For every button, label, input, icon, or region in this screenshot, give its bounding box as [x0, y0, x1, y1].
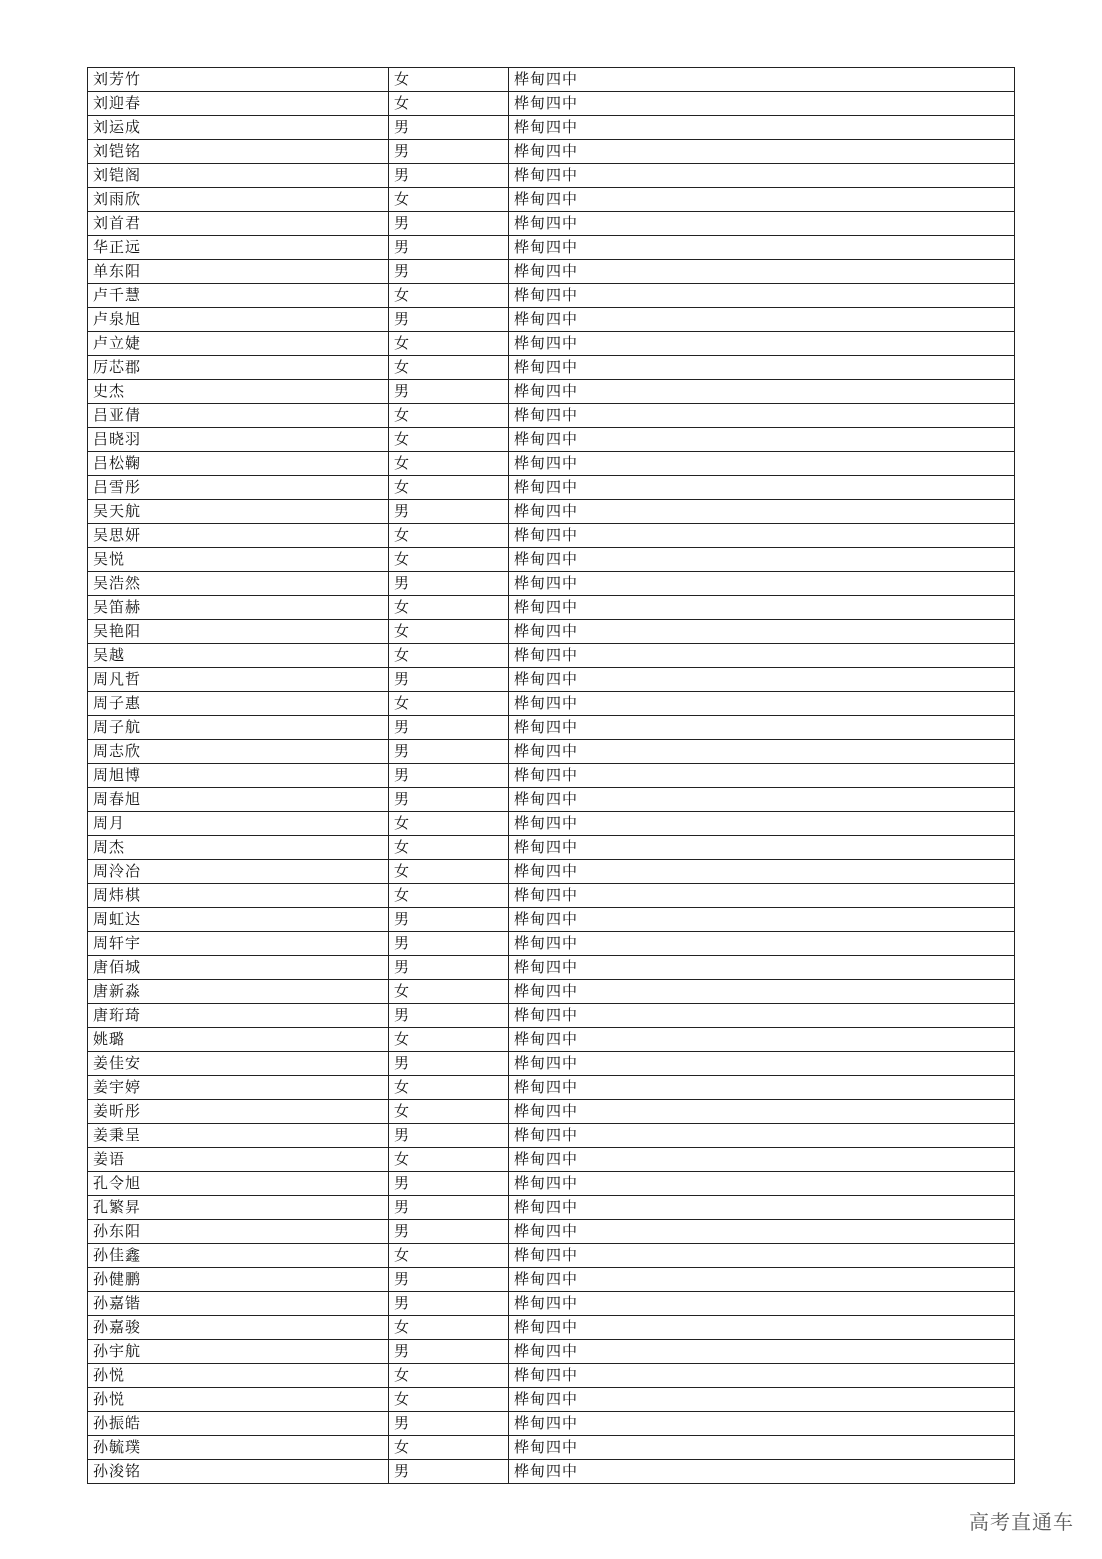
table-row — [88, 788, 1015, 812]
student-name-cell: 厉芯郡 — [88, 356, 389, 380]
gender-cell: 女 — [389, 1100, 509, 1124]
school-cell: 桦甸四中 — [509, 1052, 1015, 1076]
gender-cell: 男 — [389, 1172, 509, 1196]
table-row — [88, 164, 1015, 188]
student-name-cell: 吴思妍 — [88, 524, 389, 548]
gender-cell: 男 — [389, 908, 509, 932]
gender-cell: 女 — [389, 68, 509, 92]
school-cell: 桦甸四中 — [509, 1460, 1015, 1484]
student-name-cell: 华正远 — [88, 236, 389, 260]
student-name-cell: 周泠冶 — [88, 860, 389, 884]
student-name-cell: 周志欣 — [88, 740, 389, 764]
school-cell: 桦甸四中 — [509, 1292, 1015, 1316]
student-name-cell: 姜宇婷 — [88, 1076, 389, 1100]
student-name-cell: 周轩宇 — [88, 932, 389, 956]
student-name-cell: 卢千慧 — [88, 284, 389, 308]
table-row — [88, 476, 1015, 500]
table-row — [88, 644, 1015, 668]
gender-cell: 女 — [389, 836, 509, 860]
student-name-cell: 孙嘉骏 — [88, 1316, 389, 1340]
gender-cell: 女 — [389, 692, 509, 716]
student-name-cell: 周虹达 — [88, 908, 389, 932]
table-row — [88, 596, 1015, 620]
student-name-cell: 孙悦 — [88, 1388, 389, 1412]
table-row — [88, 308, 1015, 332]
table-row — [88, 356, 1015, 380]
table-row — [88, 236, 1015, 260]
table-row — [88, 1148, 1015, 1172]
gender-cell: 男 — [389, 1268, 509, 1292]
table-row — [88, 692, 1015, 716]
school-cell: 桦甸四中 — [509, 836, 1015, 860]
gender-cell: 男 — [389, 500, 509, 524]
table-row — [88, 260, 1015, 284]
school-cell: 桦甸四中 — [509, 764, 1015, 788]
table-row — [88, 1412, 1015, 1436]
school-cell: 桦甸四中 — [509, 668, 1015, 692]
table-row — [88, 1028, 1015, 1052]
gender-cell: 男 — [389, 1004, 509, 1028]
school-cell: 桦甸四中 — [509, 92, 1015, 116]
student-name-cell: 唐佰城 — [88, 956, 389, 980]
school-cell: 桦甸四中 — [509, 380, 1015, 404]
student-name-cell: 孙健鹏 — [88, 1268, 389, 1292]
student-name-cell: 孙嘉锴 — [88, 1292, 389, 1316]
gender-cell: 女 — [389, 548, 509, 572]
student-name-cell: 周月 — [88, 812, 389, 836]
gender-cell: 女 — [389, 596, 509, 620]
student-name-cell: 孔令旭 — [88, 1172, 389, 1196]
table-row — [88, 1292, 1015, 1316]
gender-cell: 男 — [389, 116, 509, 140]
student-name-cell: 周炜棋 — [88, 884, 389, 908]
school-cell: 桦甸四中 — [509, 956, 1015, 980]
gender-cell: 女 — [389, 812, 509, 836]
student-name-cell: 吴越 — [88, 644, 389, 668]
student-name-cell: 刘迎春 — [88, 92, 389, 116]
student-name-cell: 刘芳竹 — [88, 68, 389, 92]
school-cell: 桦甸四中 — [509, 1220, 1015, 1244]
table-row — [88, 1460, 1015, 1484]
school-cell: 桦甸四中 — [509, 548, 1015, 572]
table-row — [88, 884, 1015, 908]
school-cell: 桦甸四中 — [509, 452, 1015, 476]
gender-cell: 男 — [389, 212, 509, 236]
table-row — [88, 860, 1015, 884]
gender-cell: 女 — [389, 884, 509, 908]
school-cell: 桦甸四中 — [509, 212, 1015, 236]
school-cell: 桦甸四中 — [509, 524, 1015, 548]
gender-cell: 女 — [389, 1388, 509, 1412]
gender-cell: 女 — [389, 1436, 509, 1460]
student-name-cell: 孙佳鑫 — [88, 1244, 389, 1268]
table-row — [88, 980, 1015, 1004]
table-row — [88, 380, 1015, 404]
gender-cell: 女 — [389, 1028, 509, 1052]
school-cell: 桦甸四中 — [509, 1148, 1015, 1172]
school-cell: 桦甸四中 — [509, 1388, 1015, 1412]
table-row — [88, 836, 1015, 860]
school-cell: 桦甸四中 — [509, 260, 1015, 284]
table-row — [88, 1316, 1015, 1340]
school-cell: 桦甸四中 — [509, 1364, 1015, 1388]
table-row — [88, 1172, 1015, 1196]
school-cell: 桦甸四中 — [509, 1340, 1015, 1364]
student-name-cell: 孙浚铭 — [88, 1460, 389, 1484]
school-cell: 桦甸四中 — [509, 500, 1015, 524]
table-row — [88, 1436, 1015, 1460]
student-name-cell: 孙东阳 — [88, 1220, 389, 1244]
student-name-cell: 姜语 — [88, 1148, 389, 1172]
student-name-cell: 卢立婕 — [88, 332, 389, 356]
table-row — [88, 332, 1015, 356]
table-row — [88, 1244, 1015, 1268]
student-name-cell: 孙悦 — [88, 1364, 389, 1388]
student-name-cell: 吕亚倩 — [88, 404, 389, 428]
student-roster-table — [87, 67, 1015, 1484]
school-cell: 桦甸四中 — [509, 1004, 1015, 1028]
student-name-cell: 周旭博 — [88, 764, 389, 788]
student-name-cell: 刘铠阁 — [88, 164, 389, 188]
gender-cell: 男 — [389, 668, 509, 692]
school-cell: 桦甸四中 — [509, 716, 1015, 740]
table-row — [88, 140, 1015, 164]
student-name-cell: 周杰 — [88, 836, 389, 860]
school-cell: 桦甸四中 — [509, 164, 1015, 188]
school-cell: 桦甸四中 — [509, 404, 1015, 428]
student-name-cell: 吴悦 — [88, 548, 389, 572]
table-row — [88, 812, 1015, 836]
student-name-cell: 姜佳安 — [88, 1052, 389, 1076]
table-row — [88, 404, 1015, 428]
table-row — [88, 524, 1015, 548]
gender-cell: 女 — [389, 1316, 509, 1340]
gender-cell: 女 — [389, 524, 509, 548]
student-name-cell: 卢泉旭 — [88, 308, 389, 332]
school-cell: 桦甸四中 — [509, 788, 1015, 812]
table-row — [88, 92, 1015, 116]
table-row — [88, 1004, 1015, 1028]
table-row — [88, 1076, 1015, 1100]
table-row — [88, 1052, 1015, 1076]
school-cell: 桦甸四中 — [509, 1196, 1015, 1220]
gender-cell: 女 — [389, 620, 509, 644]
gender-cell: 女 — [389, 284, 509, 308]
gender-cell: 女 — [389, 644, 509, 668]
table-row — [88, 908, 1015, 932]
gender-cell: 女 — [389, 1148, 509, 1172]
table-row — [88, 1196, 1015, 1220]
table-row — [88, 740, 1015, 764]
school-cell: 桦甸四中 — [509, 1436, 1015, 1460]
student-name-cell: 吕松鞠 — [88, 452, 389, 476]
gender-cell: 女 — [389, 356, 509, 380]
gender-cell: 女 — [389, 1244, 509, 1268]
table-row — [88, 764, 1015, 788]
gender-cell: 男 — [389, 1292, 509, 1316]
gender-cell: 男 — [389, 956, 509, 980]
gender-cell: 男 — [389, 1052, 509, 1076]
gender-cell: 女 — [389, 476, 509, 500]
gender-cell: 男 — [389, 260, 509, 284]
student-name-cell: 周子航 — [88, 716, 389, 740]
student-name-cell: 吴艳阳 — [88, 620, 389, 644]
gender-cell: 女 — [389, 980, 509, 1004]
table-row — [88, 716, 1015, 740]
school-cell: 桦甸四中 — [509, 68, 1015, 92]
gender-cell: 男 — [389, 764, 509, 788]
school-cell: 桦甸四中 — [509, 1412, 1015, 1436]
table-row — [88, 932, 1015, 956]
gender-cell: 男 — [389, 140, 509, 164]
gender-cell: 男 — [389, 740, 509, 764]
table-row — [88, 212, 1015, 236]
school-cell: 桦甸四中 — [509, 1076, 1015, 1100]
student-name-cell: 吕雪彤 — [88, 476, 389, 500]
table-row — [88, 1124, 1015, 1148]
gender-cell: 女 — [389, 1076, 509, 1100]
student-name-cell: 吴天航 — [88, 500, 389, 524]
school-cell: 桦甸四中 — [509, 1172, 1015, 1196]
school-cell: 桦甸四中 — [509, 812, 1015, 836]
roster-body — [88, 68, 1015, 1484]
table-row — [88, 572, 1015, 596]
student-name-cell: 单东阳 — [88, 260, 389, 284]
school-cell: 桦甸四中 — [509, 284, 1015, 308]
table-row — [88, 68, 1015, 92]
school-cell: 桦甸四中 — [509, 1268, 1015, 1292]
table-row — [88, 500, 1015, 524]
school-cell: 桦甸四中 — [509, 140, 1015, 164]
gender-cell: 女 — [389, 332, 509, 356]
gender-cell: 男 — [389, 788, 509, 812]
table-row — [88, 1364, 1015, 1388]
gender-cell: 男 — [389, 716, 509, 740]
school-cell: 桦甸四中 — [509, 308, 1015, 332]
school-cell: 桦甸四中 — [509, 236, 1015, 260]
student-name-cell: 姜昕彤 — [88, 1100, 389, 1124]
student-name-cell: 吴浩然 — [88, 572, 389, 596]
school-cell: 桦甸四中 — [509, 332, 1015, 356]
gender-cell: 男 — [389, 1412, 509, 1436]
school-cell: 桦甸四中 — [509, 188, 1015, 212]
school-cell: 桦甸四中 — [509, 692, 1015, 716]
table-row — [88, 548, 1015, 572]
gender-cell: 男 — [389, 308, 509, 332]
school-cell: 桦甸四中 — [509, 1316, 1015, 1340]
student-name-cell: 唐珩琦 — [88, 1004, 389, 1028]
gender-cell: 女 — [389, 404, 509, 428]
table-row — [88, 1268, 1015, 1292]
school-cell: 桦甸四中 — [509, 1100, 1015, 1124]
school-cell: 桦甸四中 — [509, 860, 1015, 884]
gender-cell: 男 — [389, 1124, 509, 1148]
student-name-cell: 孙毓璞 — [88, 1436, 389, 1460]
gender-cell: 男 — [389, 1460, 509, 1484]
school-cell: 桦甸四中 — [509, 644, 1015, 668]
table-row — [88, 284, 1015, 308]
school-cell: 桦甸四中 — [509, 596, 1015, 620]
watermark-text: 高考直通车 — [969, 1510, 1074, 1534]
table-row — [88, 668, 1015, 692]
gender-cell: 男 — [389, 164, 509, 188]
school-cell: 桦甸四中 — [509, 740, 1015, 764]
gender-cell: 女 — [389, 1364, 509, 1388]
school-cell: 桦甸四中 — [509, 428, 1015, 452]
student-name-cell: 孔繁昇 — [88, 1196, 389, 1220]
gender-cell: 女 — [389, 452, 509, 476]
table-row — [88, 116, 1015, 140]
student-name-cell: 刘雨欣 — [88, 188, 389, 212]
gender-cell: 男 — [389, 380, 509, 404]
gender-cell: 男 — [389, 932, 509, 956]
student-name-cell: 刘铠铭 — [88, 140, 389, 164]
gender-cell: 男 — [389, 572, 509, 596]
table-row — [88, 1388, 1015, 1412]
student-name-cell: 周凡哲 — [88, 668, 389, 692]
school-cell: 桦甸四中 — [509, 620, 1015, 644]
school-cell: 桦甸四中 — [509, 908, 1015, 932]
student-name-cell: 史杰 — [88, 380, 389, 404]
school-cell: 桦甸四中 — [509, 572, 1015, 596]
gender-cell: 女 — [389, 188, 509, 212]
gender-cell: 男 — [389, 1220, 509, 1244]
table-row — [88, 1340, 1015, 1364]
student-name-cell: 孙宇航 — [88, 1340, 389, 1364]
table-row — [88, 956, 1015, 980]
table-row — [88, 452, 1015, 476]
student-name-cell: 姚璐 — [88, 1028, 389, 1052]
school-cell: 桦甸四中 — [509, 1124, 1015, 1148]
student-name-cell: 唐新淼 — [88, 980, 389, 1004]
school-cell: 桦甸四中 — [509, 356, 1015, 380]
student-name-cell: 周子惠 — [88, 692, 389, 716]
school-cell: 桦甸四中 — [509, 884, 1015, 908]
table-row — [88, 428, 1015, 452]
gender-cell: 男 — [389, 1196, 509, 1220]
gender-cell: 女 — [389, 428, 509, 452]
table-row — [88, 188, 1015, 212]
school-cell: 桦甸四中 — [509, 1244, 1015, 1268]
school-cell: 桦甸四中 — [509, 932, 1015, 956]
school-cell: 桦甸四中 — [509, 116, 1015, 140]
school-cell: 桦甸四中 — [509, 980, 1015, 1004]
table-row — [88, 1220, 1015, 1244]
gender-cell: 女 — [389, 860, 509, 884]
gender-cell: 男 — [389, 236, 509, 260]
student-name-cell: 周春旭 — [88, 788, 389, 812]
student-name-cell: 刘首君 — [88, 212, 389, 236]
gender-cell: 男 — [389, 1340, 509, 1364]
school-cell: 桦甸四中 — [509, 1028, 1015, 1052]
student-name-cell: 刘运成 — [88, 116, 389, 140]
student-name-cell: 孙振皓 — [88, 1412, 389, 1436]
school-cell: 桦甸四中 — [509, 476, 1015, 500]
student-name-cell: 姜秉呈 — [88, 1124, 389, 1148]
gender-cell: 女 — [389, 92, 509, 116]
table-row — [88, 620, 1015, 644]
student-name-cell: 吴笛赫 — [88, 596, 389, 620]
student-name-cell: 吕晓羽 — [88, 428, 389, 452]
table-row — [88, 1100, 1015, 1124]
